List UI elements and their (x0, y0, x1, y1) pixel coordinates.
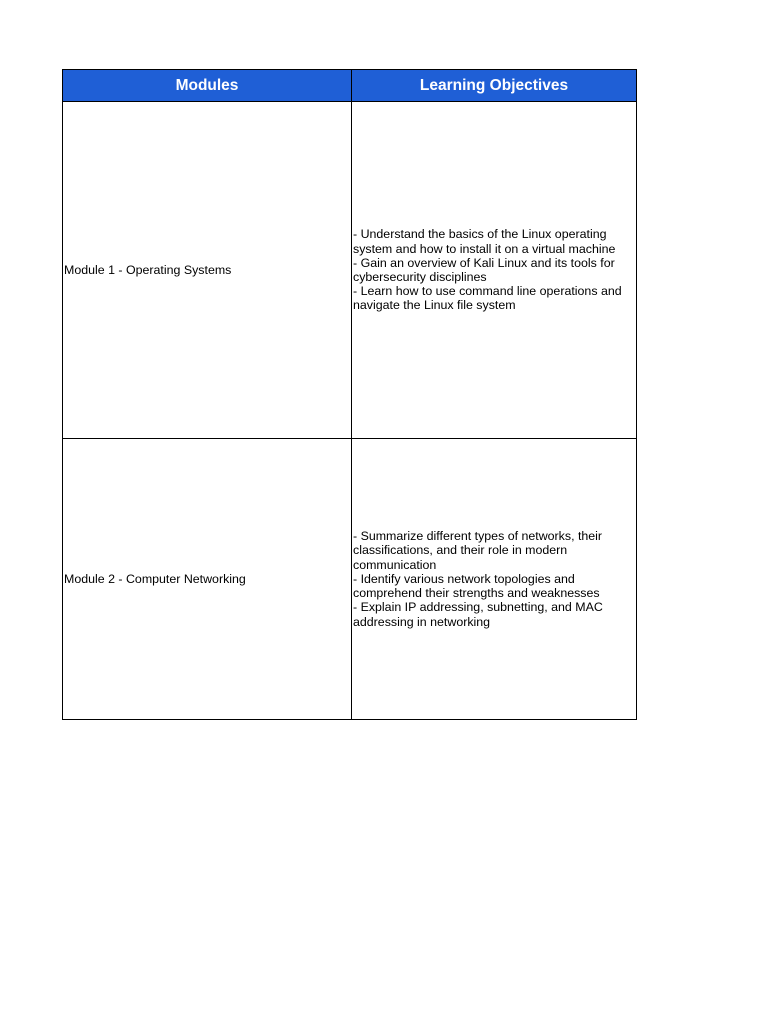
module-name-cell: Module 1 - Operating Systems (63, 102, 352, 439)
module-name-cell: Module 2 - Computer Networking (63, 439, 352, 720)
table-header-row (63, 70, 637, 102)
modules-column-header: Modules (63, 70, 352, 102)
learning-objectives-cell (352, 439, 637, 720)
learning-objectives-cell (352, 102, 637, 439)
table-row (63, 102, 637, 439)
learning-objective: - Understand the basics of the Linux operating system and how to install it on a virtual machine (353, 227, 616, 256)
table-row (63, 439, 637, 720)
learning-objective: - Learn how to use command line operations and navigate the Linux file system (353, 284, 622, 313)
learning-objectives-column-header: Learning Objectives (352, 70, 637, 102)
learning-objective: - Gain an overview of Kali Linux and its tools for cybersecurity disciplines (353, 255, 615, 284)
learning-objective: - Identify various network topologies and comprehend their strengths and weaknesses (353, 571, 600, 601)
learning-objective: - Summarize different types of networks, their classifications, and their role in modern communication (353, 529, 603, 572)
modules-table (62, 69, 637, 720)
learning-objective: - Explain IP addressing, subnetting, and MAC addressing in networking (353, 600, 603, 629)
